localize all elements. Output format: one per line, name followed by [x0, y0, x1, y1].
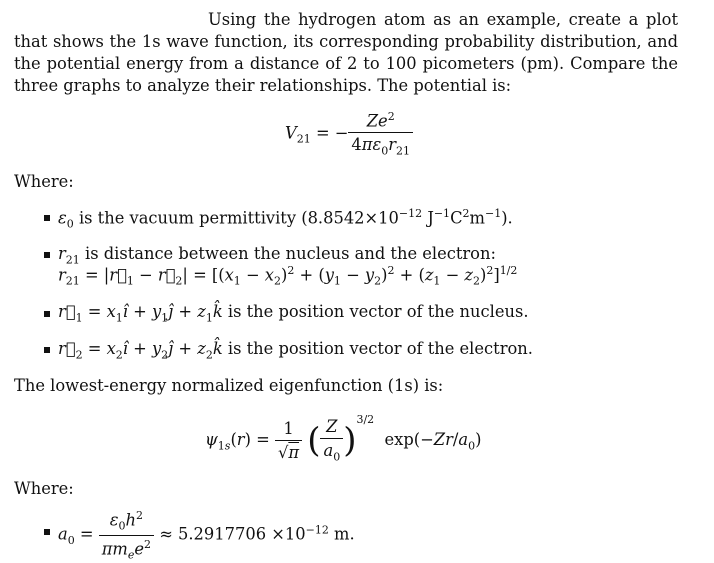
bullet-electron-vector: $r⃗_2$ = $x_2î$ + $y_2ĵ$ + $z_2k̂$ is the position vector of the electron.	[58, 339, 533, 362]
eigenfunction-intro: The lowest-energy normalized eigenfunction (1s) is:	[14, 376, 444, 395]
where-label-2: Where:	[14, 479, 74, 498]
bullet-permittivity: $\varepsilon_0$ is the vacuum permittivity ($8.8542\times 10^{-12}$ $J^{-1}C^2m^{-1}$).	[58, 207, 513, 231]
where-label-1: Where:	[14, 172, 74, 191]
bullet-nucleus-vector: $r⃗_1$ = $x_1î$ + $y_1ĵ$ + $z_1k̂$ is the position vector of the nucleus.	[58, 302, 529, 325]
wavefunction-equation: $\psi_{1s}(r)$ = $\frac{1}{√\pi}$ ( $\frac{Z}{a_0}$ )$^{3/2}$ $\exp(-Zr/a_0)$	[205, 413, 482, 464]
bullet-marker	[44, 347, 50, 353]
bullet-marker	[44, 529, 50, 535]
bullet-marker	[44, 252, 50, 258]
intro-text: Using the hydrogen atom as an example, create a plot that shows the 1s wave function, its corresponding probability distribution, and the potential energy from a distance of 2 to 100 picometers (pm). Compare the three graphs to analyze their relationships. The potential is:	[14, 10, 678, 95]
potential-equation: $V_{21}$ = − $\frac{Ze^2}{4\pi\varepsilon_0r_{21}}$	[285, 110, 413, 158]
intro-paragraph	[14, 9, 678, 97]
bullet-distance: $r_{21}$ is distance between the nucleus and the electron:	[58, 244, 496, 267]
bullet-marker	[44, 215, 50, 221]
bullet-marker	[44, 311, 50, 317]
bohr-radius-equation: $a_0$ = $\frac{\varepsilon_0h^2}{\pi m_ee^2}$ ≈ $5.2917706 \times 10^{-12}$ m.	[58, 509, 355, 562]
distance-formula: $r_{21}$ = $|r⃗_1$ − $r⃗_2| = [(x_1 - x_2)^2 + (y_1 - y_2)^2 + (z_1 - z_2)^2]^{1/2}$	[58, 264, 518, 288]
